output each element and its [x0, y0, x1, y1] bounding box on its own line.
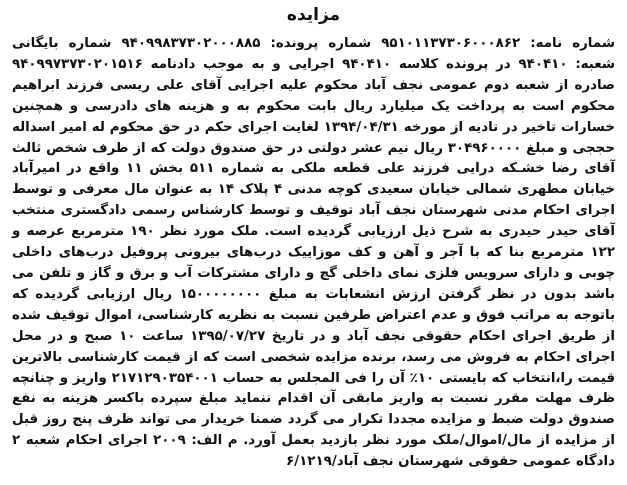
auction-notice	[8, 4, 619, 481]
notice-body: شماره نامه: ۹۵۱۰۱۱۳۷۳۰۶۰۰۰۸۶۲ شماره پرونده: ۹۴۰۹۹۸۳۷۳۰۲۰۰۰۸۸۵ شماره بایگانی شعبه: ۹۴۰۴۱۰ در پرونده کلاسه ۹۴۰۴۱۰ اجرایی و به موجب دادنامه ۹۴۰۹۹۷۳۷۳۰۲۰۱۵۱۶ صادره از شعبه دوم عمومی نجف آباد محکوم علیه اجرایی آقای علی ریسی فرزند ابراهیم محکوم است به پرداخت یک میلیارد ریال بابت محکوم به و هزینه های دادرسی و همچنین خسارات تاخیر در تادیه از مورخه ۱۳۹۴/۰۴/۳۱ لغایت اجرای حکم در حق محکوم له امیر اسداله حججی و مبلغ ۳۰۴۹۶۰۰۰۰ ریال نیم عشر دولتی در حق صندوق دولت که از طرف شخص ثالث آقای رضا خشـکه درایی فرزند علی قطعه ملکی به شماره ۵۱۱ بخش ۱۱ واقع در امیرآباد خیابان مطهری شمالی خیابان سعیدی کوچه مدنی ۴ پلاک ۱۴ به عنوان مال معرفی و توسط اجرای احکام مدنی شهرستان نجف آباد توقیف و توسط کارشناس رسمی دادگستری منتخب آقای حیدر حیدری به شرح ذیل ارزیابی گردیده است. ملک مورد نظر ۱۹۰ مترمربع عرصه و ۱۲۲ مترمربع بنا که با آجر و آهن و کف موزاییک درب‌های بیرونی پروفیل درب‌های داخلی چوبی و دارای سرویس فلزی نمای داخلی گچ و دارای مشترکات آب و برق و گاز و تلفن می باشد بدون در نظر گرفتن ارزش انشعابات به مبلغ ۱۵۰۰۰۰۰۰۰۰ ریال ارزیابی گردیده که باتوجه به مراتب فوق و عدم اعتراض طرفین نسبت به نظریه کارشناسی، اموال توقیف شده از طریق اجرای احکام حقوقی نجف آباد و در تاریخ ۱۳۹۵/۰۷/۲۷ ساعت ۱۰ صبح و در محل اجرای احکام به فروش می رسد، برنده مزایده شخصی است که از قیمت کارشناسی بالاترین قیمت را،انتخاب که بایستی ۱۰٪ آن را فی المجلس به حساب ۲۱۷۱۲۹۰۳۵۴۰۰۱ واریز و چنانچه ظرف مهلت مقرر نسبت به واریز مابقی آن اقدام ننماید مبلغ سپرده باکسر هزینه به نفع صندوق دولت ضبط و مزایده مجددا تکرار می گردد ضمنا خریدار می تواند ظرف پنج روز قبل از مزایده از مال/اموال/ملک مورد نظر بازدید بعمل آورد. م الف: ۲۰۰۹ اجرای احکام شعبه ۲ دادگاه عمومی حقوقی شهرستان نجف آباد/۶/۱۲۱۹	[12, 36, 616, 470]
notice-title: مزایده	[286, 5, 341, 25]
